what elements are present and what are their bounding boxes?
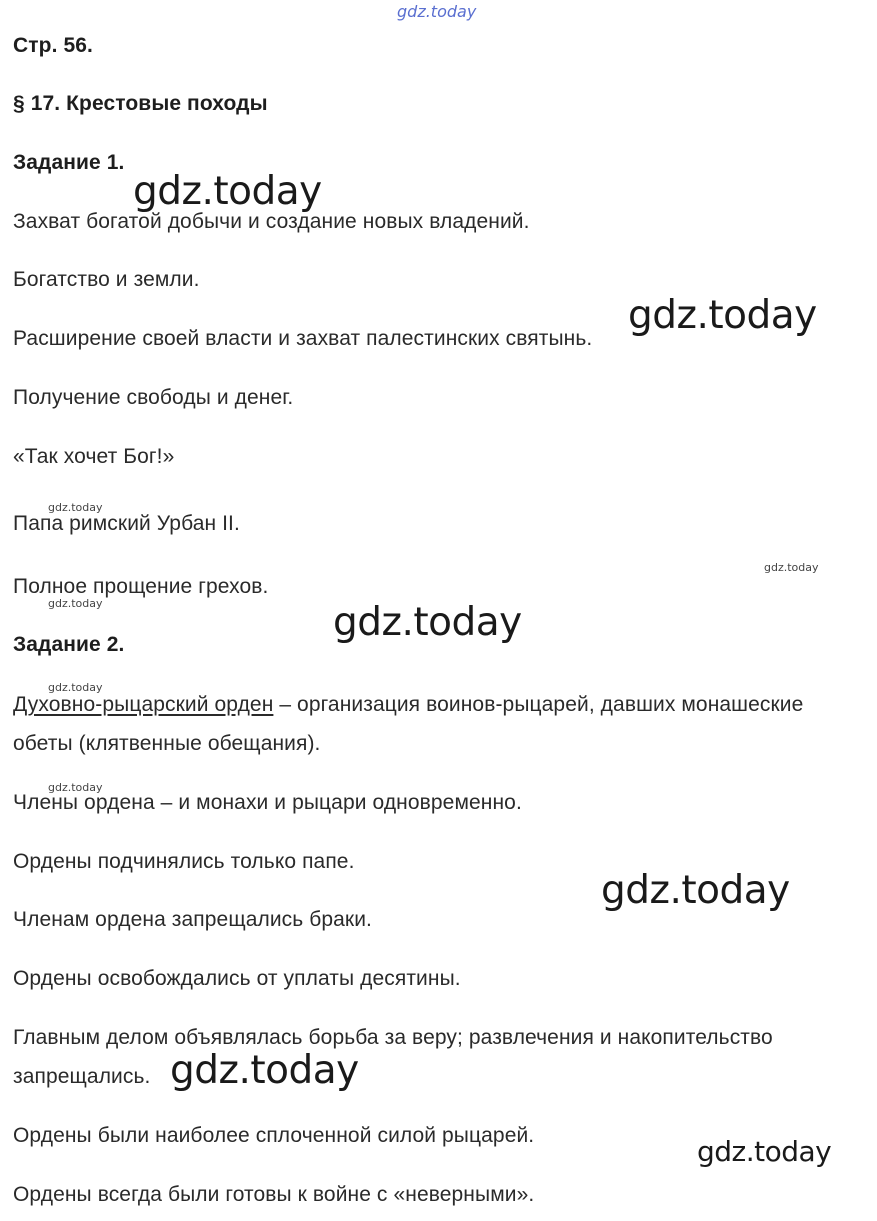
task2-line-1: Члены ордена – и монахи и рыцари одновременно.: [13, 791, 522, 814]
task1-title: Задание 1.: [13, 151, 125, 174]
task2-line-5: Ордены были наиболее сплоченной силой рыцарей.: [13, 1124, 535, 1147]
watermark-small-1: gdz.today: [48, 501, 103, 514]
task2-long-line-1: Главным делом объявлялась борьба за веру; развлечения и накопительство: [13, 1026, 773, 1049]
task2-title: Задание 2.: [13, 633, 125, 656]
watermark-3: gdz.today: [333, 600, 522, 645]
watermark-small-2: gdz.today: [764, 561, 819, 574]
task1-line-7: Полное прощение грехов.: [13, 575, 269, 598]
watermark-small-4: gdz.today: [48, 681, 103, 694]
task2-line-2: Ордены подчинялись только папе.: [13, 850, 355, 873]
watermark-top: gdz.today: [397, 2, 477, 21]
task1-line-4: Получение свободы и денег.: [13, 386, 294, 409]
task2-line-6: Ордены всегда были готовы к войне с «неверными».: [13, 1183, 535, 1206]
watermark-small-3: gdz.today: [48, 597, 103, 610]
watermark-2: gdz.today: [628, 293, 817, 338]
watermark-small-5: gdz.today: [48, 781, 103, 794]
task2-line-4: Ордены освобождались от уплаты десятины.: [13, 967, 461, 990]
page-label: Стр. 56.: [13, 34, 93, 57]
watermark-5: gdz.today: [170, 1048, 359, 1093]
watermark-1: gdz.today: [133, 169, 322, 214]
section-title: § 17. Крестовые походы: [13, 92, 268, 115]
watermark-4: gdz.today: [601, 868, 790, 913]
task1-line-1: Захват богатой добычи и создание новых владений.: [13, 210, 530, 233]
task1-line-2: Богатство и земли.: [13, 268, 200, 291]
term-underlined: Духовно-рыцарский орден: [13, 693, 274, 716]
task1-line-6: Папа римский Урбан II.: [13, 512, 240, 535]
task2-definition-cont: обеты (клятвенные обещания).: [13, 732, 321, 755]
task1-line-5: «Так хочет Бог!»: [13, 445, 175, 468]
task1-line-3: Расширение своей власти и захват палестинских святынь.: [13, 327, 593, 350]
definition-rest: – организация воинов-рыцарей, давших монашеские: [273, 693, 804, 716]
task2-definition: [13, 692, 803, 718]
task2-line-3: Членам ордена запрещались браки.: [13, 908, 372, 931]
task2-long-line-2: запрещались.: [13, 1065, 151, 1088]
watermark-6: gdz.today: [697, 1135, 832, 1168]
